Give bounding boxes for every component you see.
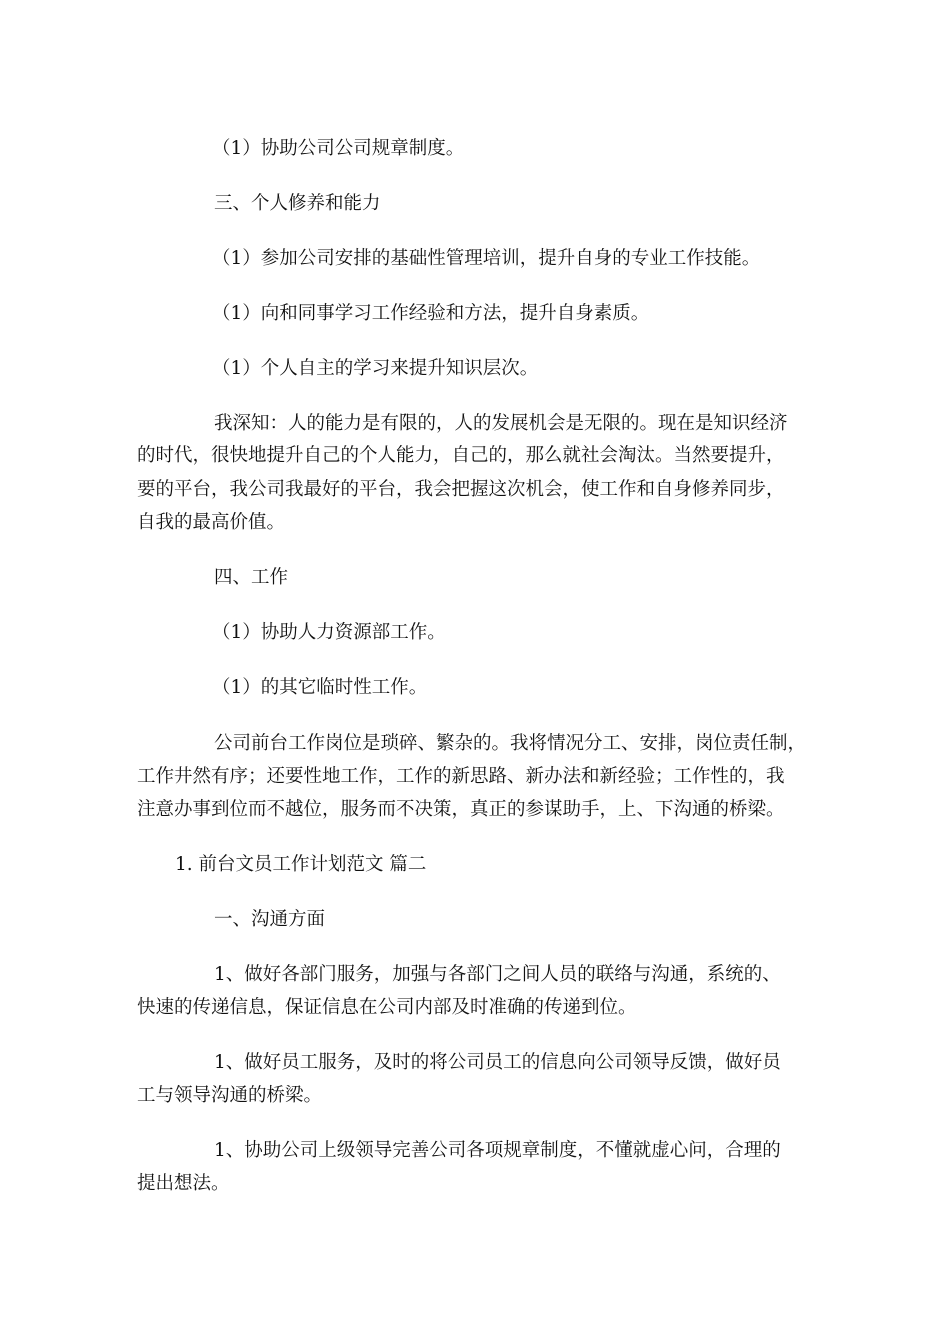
paragraph-line: 1、做好员工服务，及时的将公司员工的信息向公司领导反馈，做好员 [214,1052,781,1073]
list-item: （1）参加公司安排的基础性管理培训，提升自身的专业工作技能。 [212,248,761,269]
paragraph-line: 1、协助公司上级领导完善公司各项规章制度，不懂就虚心问，合理的 [214,1140,781,1161]
paragraph-line: 注意办事到位而不越位，服务而不决策，真正的参谋助手，上、下沟通的桥梁。 [137,799,785,820]
list-item: （1）协助人力资源部工作。 [212,622,446,643]
paragraph-line: 提出想法。 [137,1173,230,1194]
article-title: 1. 前台文员工作计划范文 篇二 [175,854,427,875]
paragraph-line: 工作井然有序；还要性地工作，工作的新思路、新办法和新经验；工作性的，我 [137,766,785,787]
section-heading: 一、沟通方面 [214,909,326,930]
paragraph-line: 1、做好各部门服务，加强与各部门之间人员的联络与沟通，系统的、 [214,964,781,985]
paragraph-line: 工与领导沟通的桥梁。 [137,1085,323,1106]
list-item: （1）个人自主的学习来提升知识层次。 [212,358,539,379]
section-heading: 三、个人修养和能力 [214,193,381,214]
paragraph-line: 我深知：人的能力是有限的，人的发展机会是无限的。现在是知识经济 [214,413,788,434]
paragraph-line: 要的平台，我公司我最好的平台，我会把握这次机会，使工作和自身修养同步， [137,479,785,500]
list-item: （1）的其它临时性工作。 [212,677,428,698]
list-item: （1）向和同事学习工作经验和方法，提升自身素质。 [212,303,650,324]
paragraph-line: 自我的最高价值。 [137,512,286,533]
list-item: （1）协助公司公司规章制度。 [212,138,465,159]
paragraph-line: 的时代，很快地提升自己的个人能力，自己的，那么就社会淘汰。当然要提升， [137,445,785,466]
paragraph-line: 公司前台工作岗位是琐碎、繁杂的。我将情况分工、安排，岗位责任制， [214,733,807,754]
section-heading: 四、工作 [214,567,289,588]
paragraph-line: 快速的传递信息，保证信息在公司内部及时准确的传递到位。 [137,997,637,1018]
